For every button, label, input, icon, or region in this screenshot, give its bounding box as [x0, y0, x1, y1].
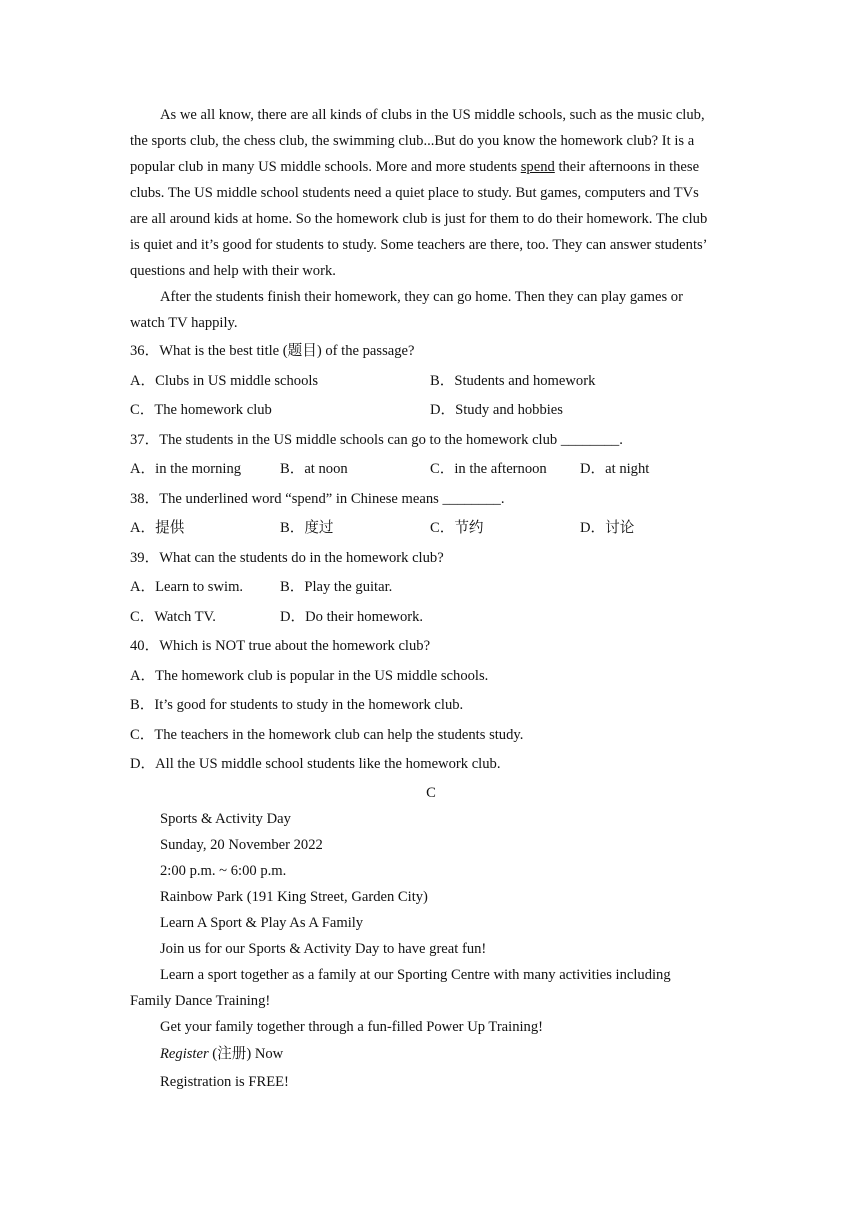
- event-place: Rainbow Park (191 King Street, Garden City): [160, 888, 428, 905]
- question-text: 40．Which is NOT true about the homework club?: [130, 638, 431, 654]
- passage-line: is quiet and it’s good for students to study. Some teachers are there, too. They can answer students’: [130, 237, 708, 253]
- passage-text: their afternoons in these: [554, 159, 700, 175]
- option-c[interactable]: C．in the afternoon: [430, 461, 547, 477]
- passage-line: [130, 154, 732, 180]
- passage-line: questions and help with their work.: [130, 263, 336, 279]
- section-label: C: [426, 784, 436, 801]
- register-word: Register: [160, 1045, 209, 1062]
- question-text: 37．The students in the US middle schools can go to the homework club ________.: [130, 431, 623, 448]
- passage-line: clubs. The US middle school students need a quiet place to study. But games, computers and TVs: [130, 185, 699, 201]
- passage-line: watch TV happily.: [130, 315, 238, 331]
- question-38: [130, 485, 732, 544]
- option-b[interactable]: B．It’s good for students to study in the homework club.: [130, 697, 464, 713]
- event-join: Join us for our Sports & Activity Day to have great fun!: [160, 940, 487, 957]
- question-37: [130, 426, 732, 485]
- underlined-word-spend: spend: [520, 159, 555, 175]
- option-d[interactable]: D．All the US middle school students like the homework club.: [130, 756, 501, 772]
- option-d[interactable]: D．Study and hobbies: [430, 402, 563, 418]
- event-time: 2:00 p.m. ~ 6:00 p.m.: [160, 862, 287, 879]
- question-text: 36．What is the best title (题目) of the passage?: [130, 343, 415, 359]
- option-c[interactable]: C．Watch TV.: [130, 608, 216, 625]
- option-a[interactable]: A．in the morning: [130, 461, 242, 477]
- option-c[interactable]: C．The homework club: [130, 402, 272, 418]
- option-b[interactable]: B．度过: [280, 520, 334, 536]
- question-text: 38．The underlined word “spend” in Chinese means ________.: [130, 490, 505, 507]
- option-d[interactable]: D．at night: [580, 461, 650, 477]
- question-text: 39．What can the students do in the homework club?: [130, 549, 444, 566]
- option-a[interactable]: A．The homework club is popular in the US middle schools.: [130, 667, 489, 684]
- option-c[interactable]: C．节约: [430, 520, 484, 536]
- question-40: [130, 632, 732, 780]
- option-a[interactable]: A．Learn to swim.: [130, 579, 244, 595]
- exam-page: [130, 102, 732, 1096]
- event-learn-cont: Family Dance Training!: [130, 992, 271, 1009]
- option-a[interactable]: A．Clubs in US middle schools: [130, 372, 319, 389]
- event-title: Sports & Activity Day: [160, 810, 291, 827]
- question-39: [130, 544, 732, 633]
- passage-b: [130, 102, 732, 336]
- event-learn: Learn a sport together as a family at our Sporting Centre with many activities including: [160, 966, 671, 983]
- section-c: [130, 780, 732, 1096]
- passage-line: As we all know, there are all kinds of clubs in the US middle schools, such as the music club,: [160, 107, 705, 123]
- option-b[interactable]: B．at noon: [280, 461, 348, 477]
- option-b[interactable]: B．Play the guitar.: [280, 579, 393, 595]
- event-register: [130, 1040, 732, 1068]
- passage-line: the sports club, the chess club, the swimming club...But do you know the homework club? It is a: [130, 133, 695, 149]
- option-b[interactable]: B．Students and homework: [430, 372, 596, 389]
- option-a[interactable]: A．提供: [130, 520, 185, 536]
- event-date: Sunday, 20 November 2022: [160, 836, 323, 853]
- option-d[interactable]: D．讨论: [580, 520, 635, 536]
- event-slogan: Learn A Sport & Play As A Family: [160, 914, 364, 931]
- event-free: Registration is FREE!: [160, 1073, 289, 1090]
- option-d[interactable]: D．Do their homework.: [280, 608, 424, 625]
- option-c[interactable]: C．The teachers in the homework club can help the students study.: [130, 726, 524, 743]
- passage-text: popular club in many US middle schools. More and more students: [130, 159, 521, 175]
- event-together: Get your family together through a fun-filled Power Up Training!: [160, 1018, 544, 1035]
- passage-line: After the students finish their homework, they can go home. Then they can play games or: [160, 289, 683, 305]
- register-rest: (注册) Now: [208, 1045, 284, 1062]
- passage-line: are all around kids at home. So the homework club is just for them to do their homework. The club: [130, 211, 708, 227]
- question-36: [130, 337, 732, 426]
